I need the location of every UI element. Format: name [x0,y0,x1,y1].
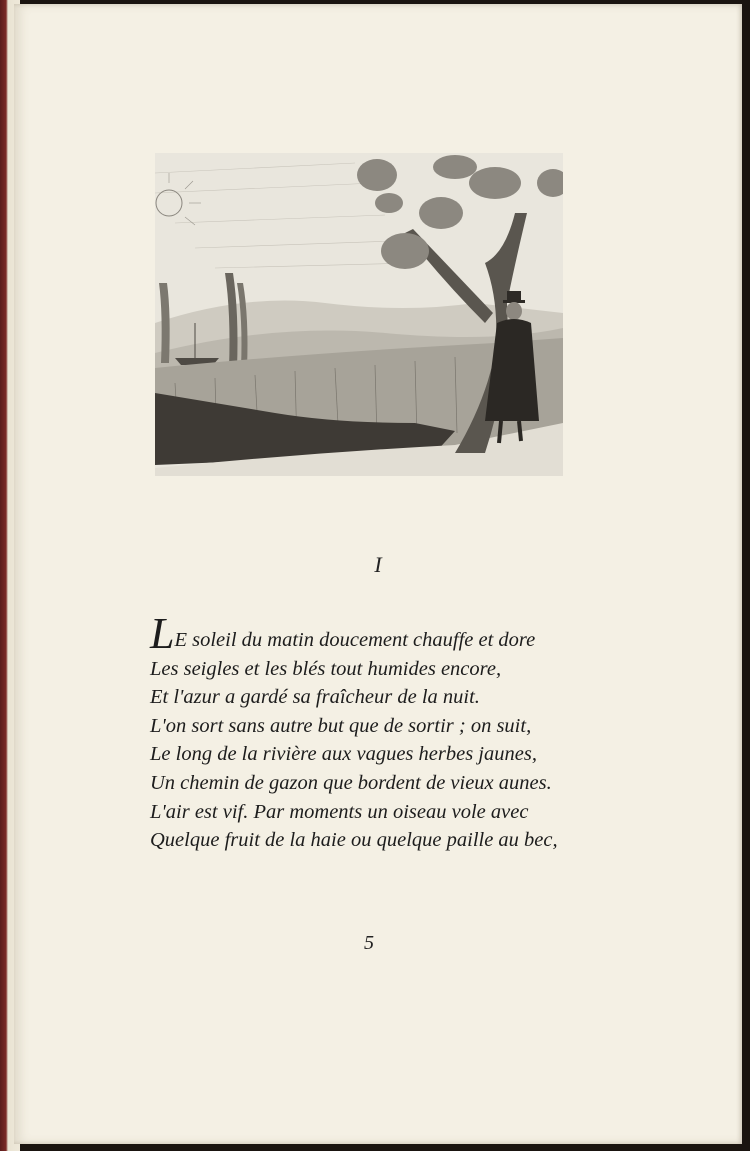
book-page [14,4,742,1144]
verse-line: Quelque fruit de la haie ou quelque paille au bec, [150,829,558,852]
verse-line: Et l'azur a gardé sa fraîcheur de la nuit. [150,686,480,709]
engraving-illustration [155,153,563,476]
verse-line: Un chemin de gazon que bordent de vieux aunes. [150,771,552,794]
verse-line: L'air est vif. Par moments un oiseau vole avec [150,800,529,823]
chapter-numeral: I [374,552,382,577]
verse-line [150,609,630,658]
poem-stanza [150,609,630,855]
verse-line-text: E soleil du matin doucement chauffe et dore [174,629,536,651]
drop-cap: L [150,609,175,658]
page-number: 5 [364,932,374,954]
verse-line: Le long de la rivière aux vagues herbes jaunes, [150,743,537,766]
verse-line: L'on sort sans autre but que de sortir ; on suit, [150,714,532,737]
verse-line: Les seigles et les blés tout humides encore, [150,657,502,680]
